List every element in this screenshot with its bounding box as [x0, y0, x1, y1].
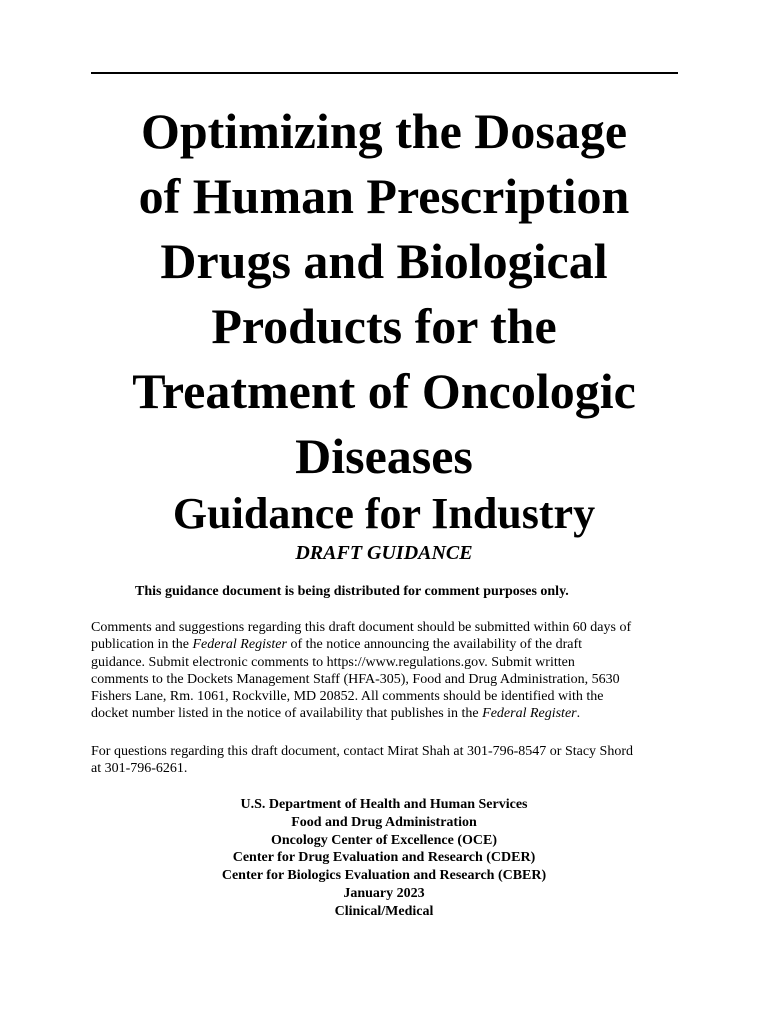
- paragraph-line: Comments and suggestions regarding this draft document should be submitted within 60 days of: [91, 620, 632, 635]
- federal-register-citation: Federal Register: [482, 706, 577, 722]
- contacts-paragraph: [91, 743, 681, 778]
- title-line: of Human Prescription: [138, 168, 630, 224]
- title-line: Optimizing the Dosage: [140, 103, 628, 159]
- text-run: of the notice announcing the availability of the draft: [286, 637, 583, 653]
- draft-guidance-label: DRAFT GUIDANCE: [295, 542, 473, 564]
- comment-purposes-notice: This guidance document is being distributed for comment purposes only.: [135, 584, 569, 599]
- document-category: Clinical/Medical: [334, 903, 434, 919]
- document-subtitle: Guidance for Industry: [172, 489, 596, 538]
- issuing-office-line: U.S. Department of Health and Human Services: [240, 797, 528, 812]
- paragraph-line: For questions regarding this draft document, contact Mirat Shah at 301-796-8547 or Stacy Shord: [91, 744, 634, 759]
- paragraph-line: [91, 705, 681, 722]
- title-line: Drugs and Biological: [160, 233, 608, 289]
- paragraph-line: comments to the Dockets Management Staff (HFA-305), Food and Drug Administration, 5630: [91, 671, 620, 687]
- top-horizontal-rule: [91, 72, 678, 74]
- issuing-offices-block: [60, 796, 708, 921]
- paragraph-line: Fishers Lane, Rm. 1061, Rockville, MD 20852. All comments should be identified with the: [91, 689, 604, 705]
- comments-paragraph: [91, 619, 681, 723]
- issuing-office-line: Oncology Center of Excellence (OCE): [270, 832, 498, 848]
- issuing-office-line: Food and Drug Administration: [291, 814, 477, 830]
- title-line: Diseases: [295, 428, 473, 484]
- issuing-office-line: Center for Drug Evaluation and Research (CDER): [232, 850, 536, 866]
- issuing-office-line: Center for Biologics Evaluation and Research (CBER): [221, 868, 547, 884]
- title-line: Treatment of Oncologic: [132, 363, 636, 419]
- federal-register-citation: Federal Register: [192, 637, 287, 653]
- text-run: publication in the: [91, 637, 193, 653]
- text-run: .: [576, 706, 581, 722]
- paragraph-line: guidance. Submit electronic comments to https://www.regulations.gov. Submit written: [91, 654, 575, 670]
- paragraph-line: at 301-796-6261.: [91, 761, 188, 777]
- title-line: Products for the: [211, 298, 557, 354]
- issue-date: January 2023: [343, 885, 425, 901]
- document-title: [60, 99, 708, 489]
- text-run: docket number listed in the notice of availability that publishes in the: [91, 706, 483, 722]
- paragraph-line: [91, 636, 681, 653]
